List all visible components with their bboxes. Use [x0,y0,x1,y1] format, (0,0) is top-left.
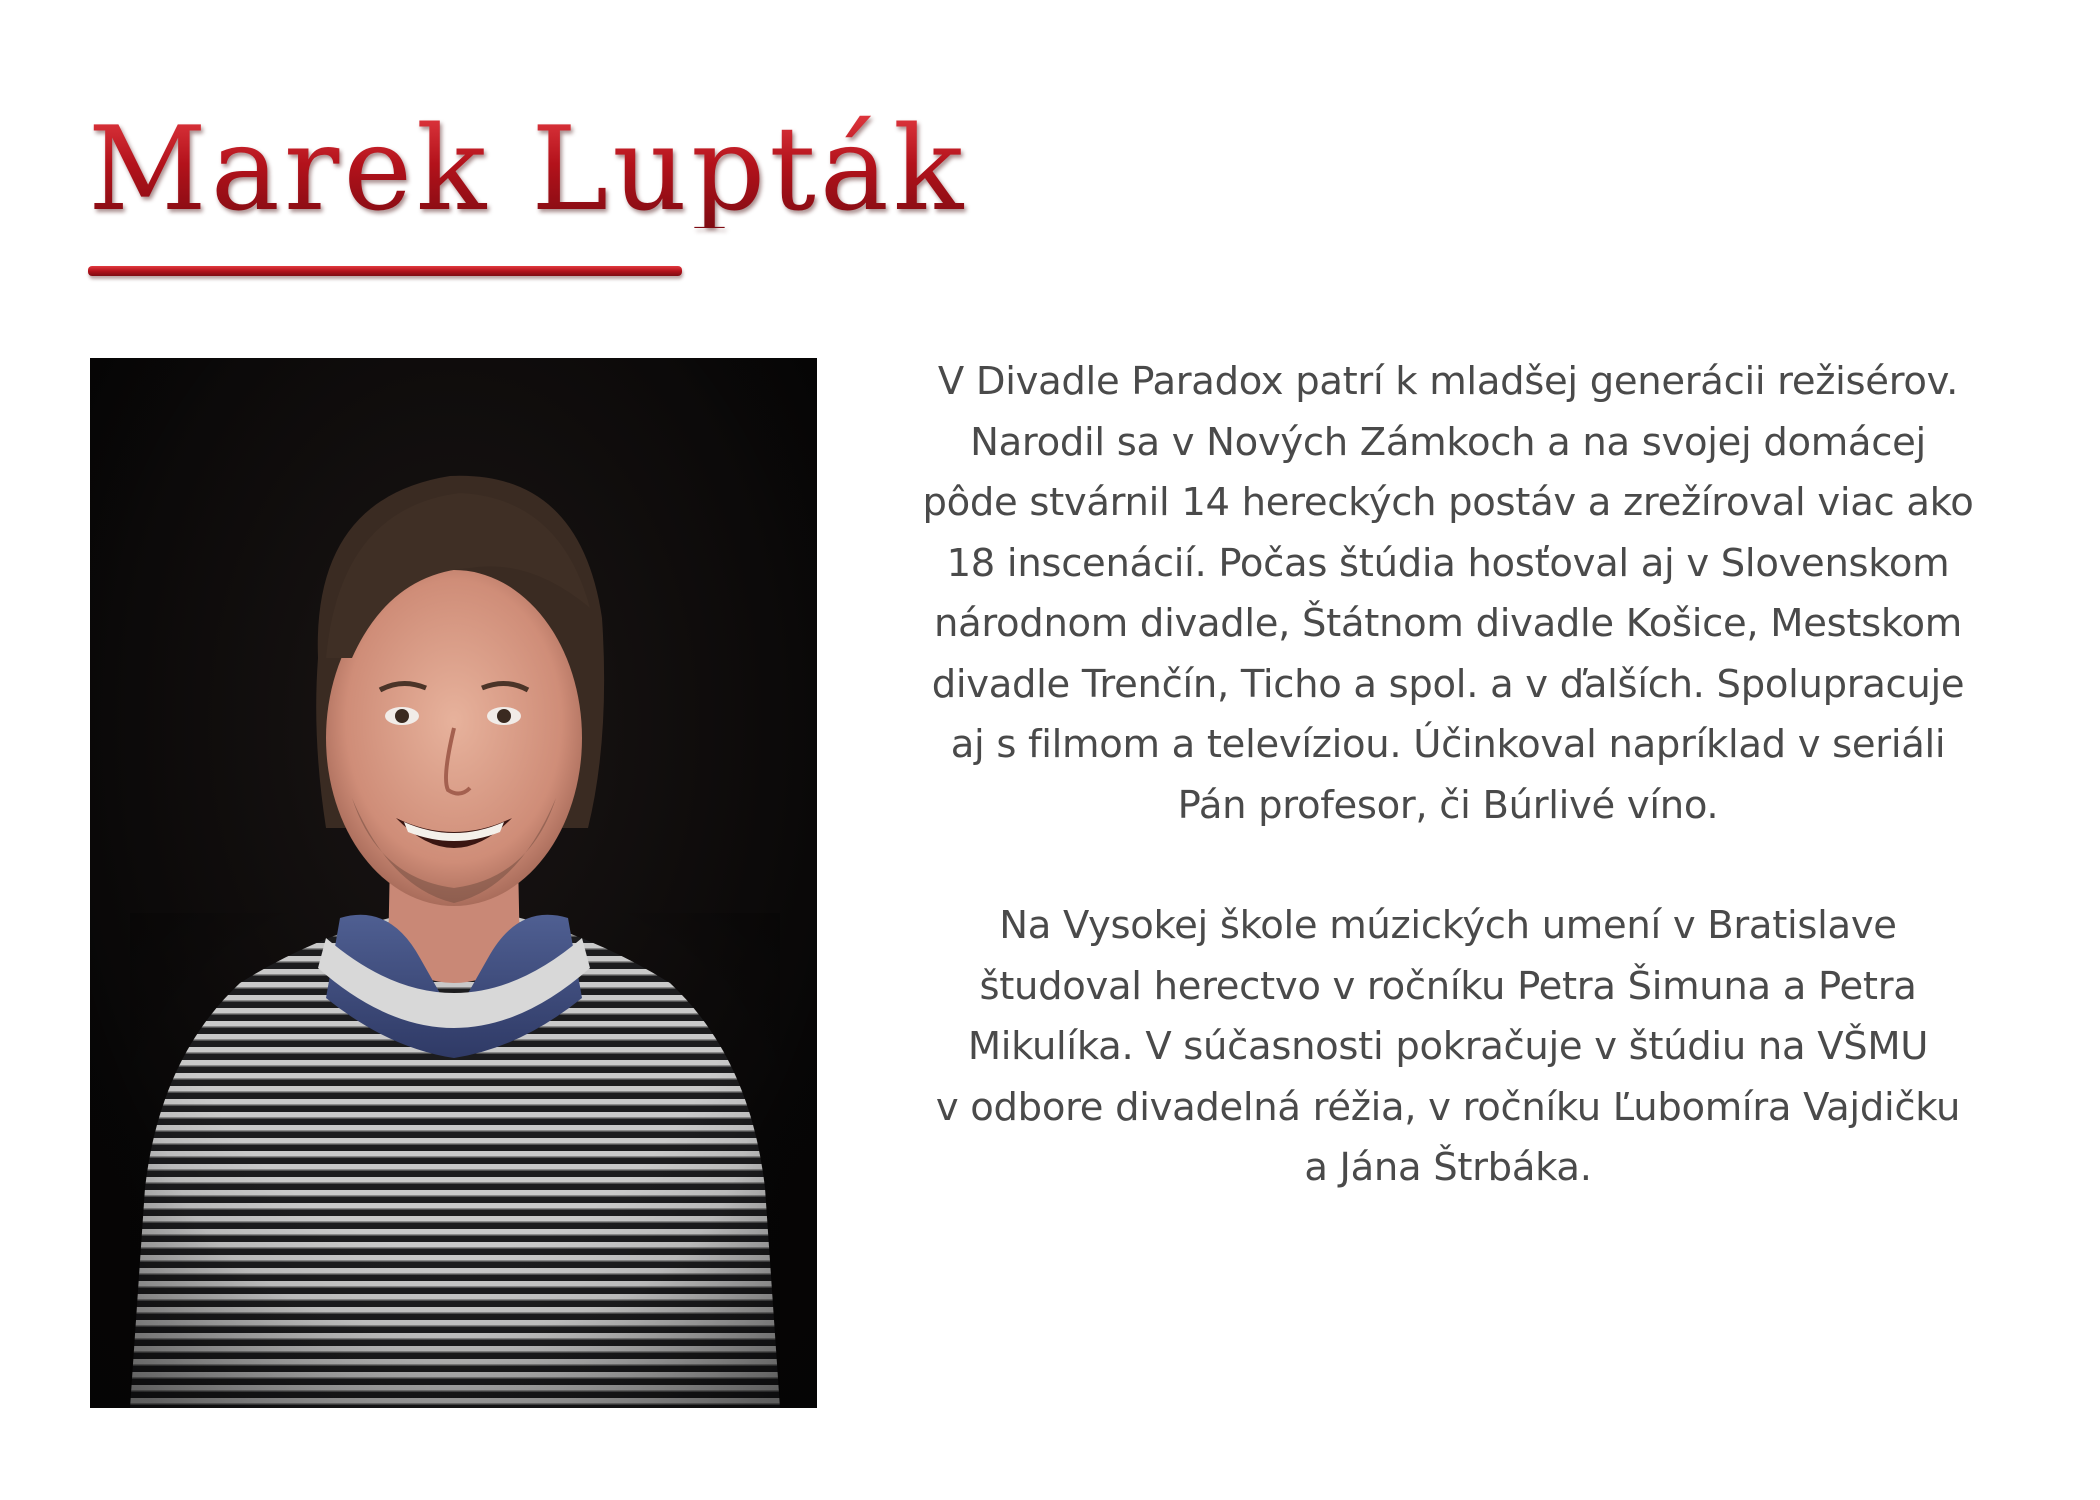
bio-line: pôde stvárnil 14 hereckých postáv a zrežíroval viac ako [922,480,1974,525]
bio-line: študoval herectvo v ročníku Petra Šimuna a Petra [979,963,1917,1009]
portrait-illustration [90,358,817,1408]
bio-line: Na Vysokej škole múzických umení v Bratislave [999,903,1897,948]
bio-line: Pán profesor, či Búrlivé víno. [1177,782,1719,828]
bio-line: a Jána Štrbáka. [1304,1145,1592,1190]
bio-paragraph-2 [868,896,2028,1199]
bio-line: Narodil sa v Nových Zámkoch a na svojej domácej [970,419,1926,465]
bio-line: Mikulíka. V súčasnosti pokračuje v štúdiu na VŠMU [967,1024,1929,1069]
bio-line: v odbore divadelná réžia, v ročníku Ľubomíra Vajdičku [935,1084,1961,1130]
title-underline [88,266,682,276]
bio-line: aj s filmom a televíziou. Účinkoval napríklad v seriáli [950,722,1946,767]
biography [868,352,2028,1199]
bio-paragraph-1 [868,352,2028,836]
bio-line: 18 inscenácií. Počas štúdia hosťoval aj v Slovenskom [946,540,1950,586]
portrait-photo [90,358,817,1408]
bio-line: národnom divadle, Štátnom divadle Košice, Mestskom [933,601,1963,646]
bio-line: divadle Trenčín, Ticho a spol. a v ďalších. Spolupracuje [931,661,1965,707]
bio-line: V Divadle Paradox patrí k mladšej generácii režisérov. [937,359,1959,404]
page-title: Marek Lupták [88,102,968,237]
